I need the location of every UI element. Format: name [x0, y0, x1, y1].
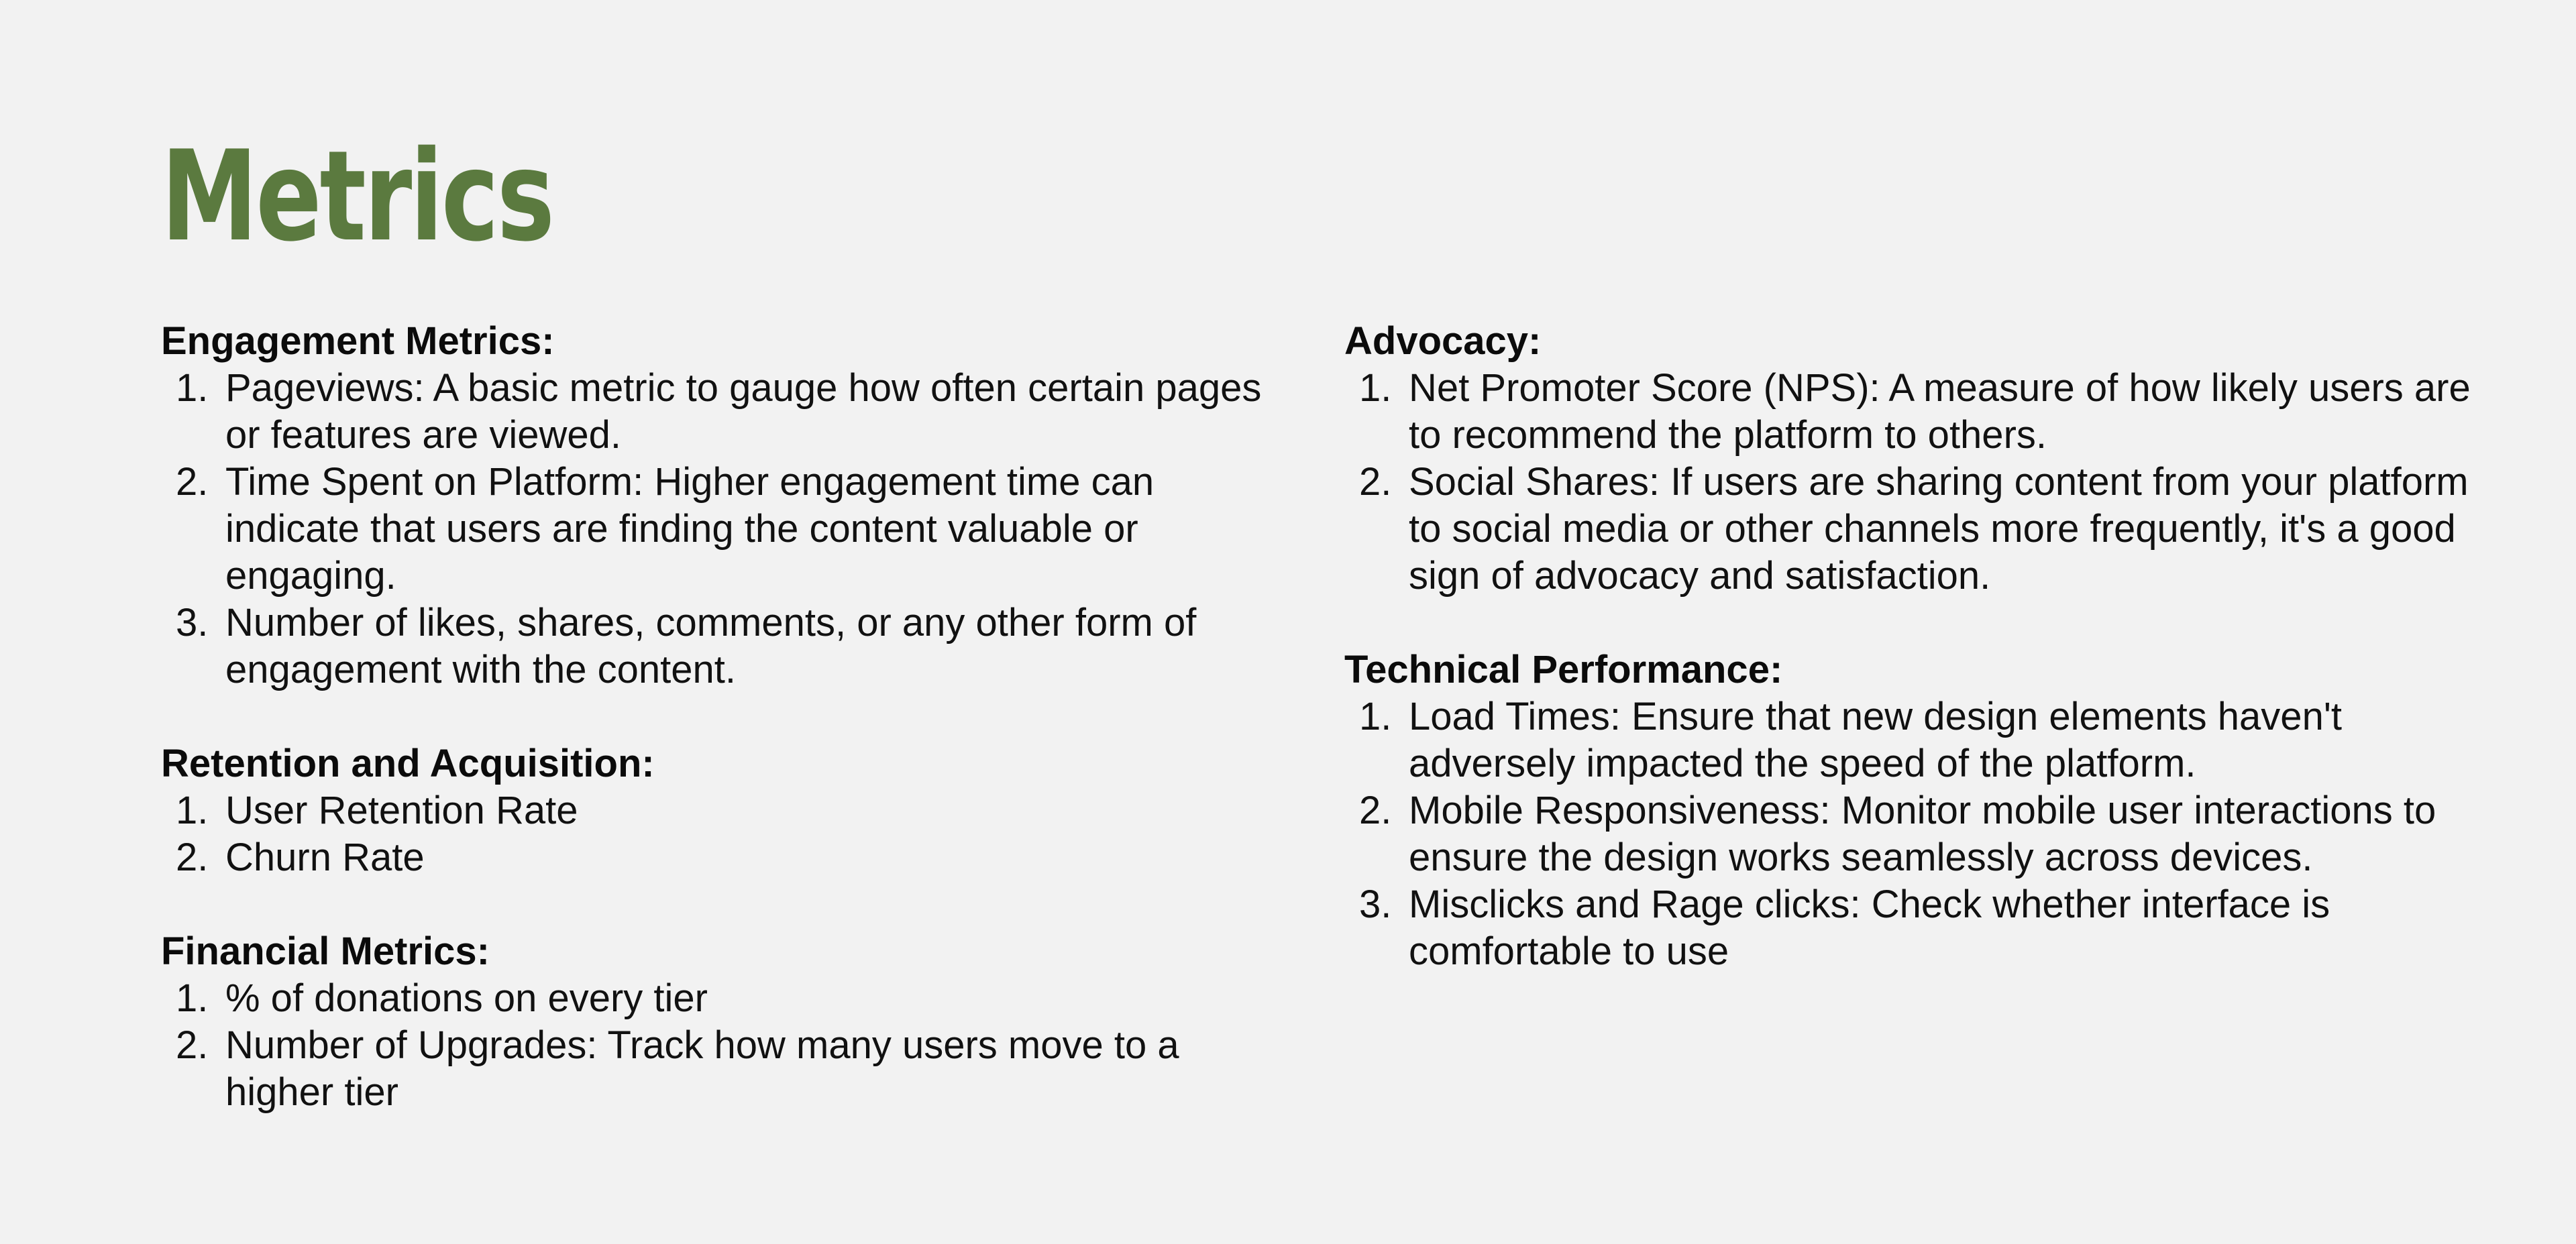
list-item-number: 1.	[176, 366, 209, 410]
list-item	[1344, 365, 2512, 459]
list-item-number: 2.	[176, 836, 209, 879]
section-advocacy	[1344, 318, 2512, 600]
numbered-list	[1344, 693, 2512, 975]
numbered-list	[161, 975, 1275, 1116]
list-item	[1344, 881, 2512, 975]
list-item	[161, 834, 1275, 881]
section-heading: Advocacy:	[1344, 319, 1542, 363]
list-item-text: Misclicks and Rage clicks: Check whether interface is comfortable to use	[1409, 883, 2330, 973]
list-item-number: 1.	[1359, 366, 1392, 410]
list-item	[161, 365, 1275, 459]
list-item-number: 3.	[1359, 883, 1392, 926]
list-item-text: Number of likes, shares, comments, or any other form of engagement with the content.	[225, 601, 1197, 691]
list-item-text: User Retention Rate	[225, 789, 578, 832]
list-item-number: 1.	[176, 789, 209, 832]
list-item-number: 1.	[1359, 695, 1392, 738]
section-heading: Technical Performance:	[1344, 648, 1783, 691]
list-item-number: 2.	[1359, 460, 1392, 504]
list-item-text: Pageviews: A basic metric to gauge how often certain pages or features are viewed.	[225, 366, 1262, 457]
list-item-text: Load Times: Ensure that new design elements haven't adversely impacted the speed of the platform.	[1409, 695, 2343, 785]
list-item-number: 1.	[176, 976, 209, 1020]
section-retention-acquisition	[161, 740, 1275, 881]
list-item	[161, 787, 1275, 834]
section-financial-metrics	[161, 928, 1275, 1116]
list-item-text: Number of Upgrades: Track how many users move to a higher tier	[225, 1023, 1179, 1114]
list-item-number: 2.	[176, 460, 209, 504]
section-heading: Financial Metrics:	[161, 929, 490, 973]
section-heading: Engagement Metrics:	[161, 319, 555, 363]
section-heading: Retention and Acquisition:	[161, 742, 655, 785]
list-item-text: Social Shares: If users are sharing content from your platform to social media or other channels more frequently, it's a good sign of advocacy and satisfaction.	[1409, 460, 2469, 598]
list-item	[1344, 693, 2512, 787]
list-item-number: 2.	[176, 1023, 209, 1067]
left-column	[161, 318, 1275, 1163]
list-item	[161, 975, 1275, 1022]
numbered-list	[161, 365, 1275, 693]
list-item-text: Net Promoter Score (NPS): A measure of how likely users are to recommend the platform to others.	[1409, 366, 2471, 457]
list-item	[161, 600, 1275, 693]
page-title: Metrics	[161, 123, 553, 269]
list-item	[161, 1022, 1275, 1116]
list-item-text: % of donations on every tier	[225, 976, 708, 1020]
list-item-number: 3.	[176, 601, 209, 644]
list-item	[161, 459, 1275, 600]
list-item	[1344, 787, 2512, 881]
right-column	[1344, 318, 2512, 1022]
list-item-text: Churn Rate	[225, 836, 425, 879]
list-item	[1344, 459, 2512, 600]
numbered-list	[1344, 365, 2512, 600]
section-technical-performance	[1344, 646, 2512, 975]
list-item-text: Mobile Responsiveness: Monitor mobile user interactions to ensure the design works seamlessly across devices.	[1409, 789, 2436, 879]
list-item-number: 2.	[1359, 789, 1392, 832]
section-engagement-metrics	[161, 318, 1275, 693]
list-item-text: Time Spent on Platform: Higher engagement time can indicate that users are finding the content valuable or engaging.	[225, 460, 1155, 598]
numbered-list	[161, 787, 1275, 881]
